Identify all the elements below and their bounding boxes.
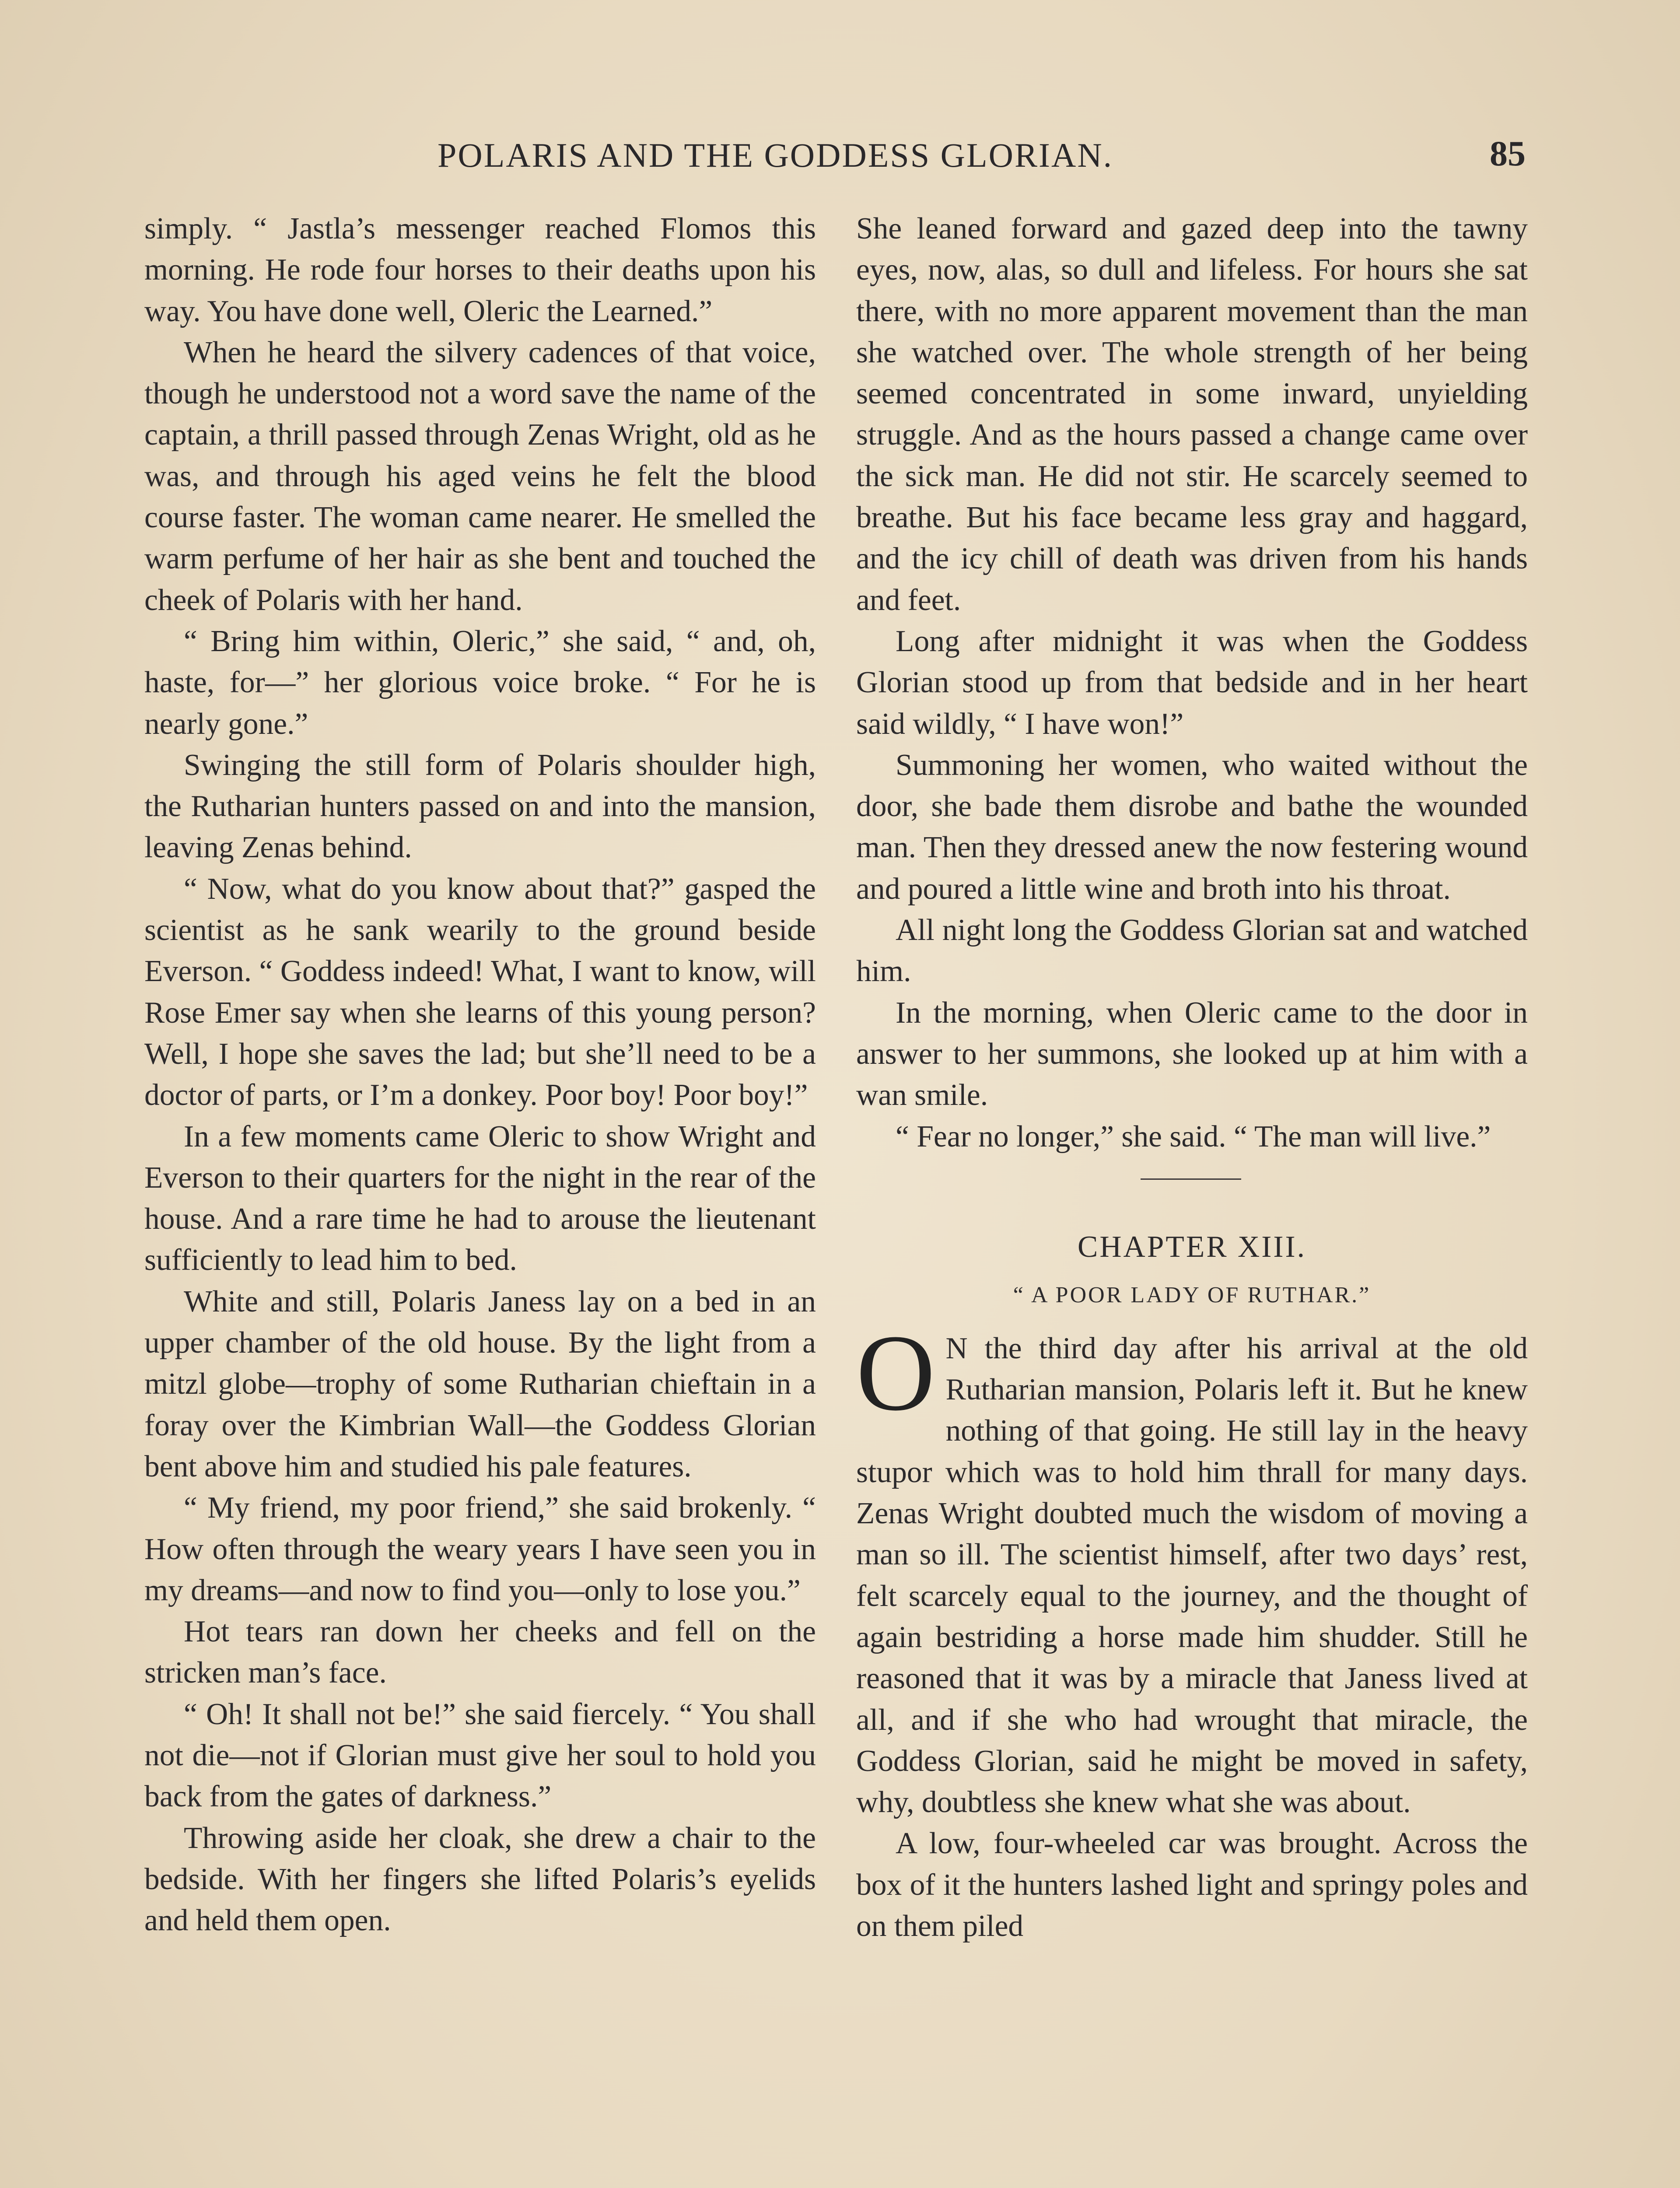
drop-cap: O [856, 1312, 935, 1434]
opening-text: N the third day after his arrival at the old Rutharian mansion, Polaris left it. But he knew nothing of that going. He still lay in the heavy stupor which was to hold him thrall for many days. Zenas Wright doubted much the wisdom of moving a man so ill. The scientist himself, after two days’ rest, felt scarcely equal to the journey, and the thought of again bestriding a horse made him shudder. Still he reasoned that it was by a miracle that Janess lived at all, and if she who had wrought that miracle, the Goddess Glorian, said he might be moved in safety, why, doubtless she knew what she was about. [856, 1331, 1528, 1820]
chapter-title: CHAPTER XIII. [1077, 1230, 1307, 1264]
paragraph: “ Now, what do you know about that?” gasped the scientist as he sank wearily to the ground beside Everson. “ Goddess indeed! What, I want to know, will Rose Emer say when she learns of this young person? Well, I hope she saves the lad; but she’ll need to be a doctor of parts, or I’m a donkey. Poor boy! Poor boy!” [144, 872, 816, 1112]
running-title: POLARIS AND THE GODDESS GLORIAN. [438, 136, 1113, 174]
paragraph: A low, four-wheeled car was brought. Across the box of it the hunters lashed light and springy poles and on them piled [856, 1827, 1528, 1943]
paragraph: Throwing aside her cloak, she drew a chair to the bedside. With her fingers she lifted Polaris’s eyelids and held them open. [144, 1821, 816, 1938]
paragraph: She leaned forward and gazed deep into the tawny eyes, now, alas, so dull and lifeless. For hours she sat there, with no more apparent movement than the man she watched over. The whole strength of her being seemed concentrated in some inward, unyielding struggle. And as the hours passed a change came over the sick man. He did not stir. He scarcely seemed to breathe. But his face became less gray and haggard, and the icy chill of death was driven from his hands and feet. [856, 212, 1528, 617]
paragraph: “ Oh! It shall not be!” she said fiercely. “ You shall not die—not if Glorian must give her soul to hold you back from the gates of darkness.” [144, 1697, 816, 1814]
page-header [0, 131, 1680, 179]
section-separator [856, 1157, 1528, 1219]
paragraph: simply. “ Jastla’s messenger reached Flomos this morning. He rode four horses to their deaths upon his way. You have done well, Oleric the Learned.” [144, 212, 816, 328]
right-column [856, 208, 1528, 1947]
paragraph: All night long the Goddess Glorian sat and watched him. [856, 913, 1528, 989]
paragraph: In the morning, when Oleric came to the door in answer to her summons, she looked up at him with a wan smile. [856, 996, 1528, 1112]
paragraph: Swinging the still form of Polaris shoulder high, the Rutharian hunters passed on and into the mansion, leaving Zenas behind. [144, 748, 816, 865]
paragraph: White and still, Polaris Janess lay on a bed in an upper chamber of the old house. By the light from a mitzl globe—trophy of some Rutharian chieftain in a foray over the Kimbrian Wall—the Goddess Glorian bent above him and studied his pale features. [144, 1284, 816, 1483]
paragraph: “ Bring him within, Oleric,” she said, “ and, oh, haste, for—” her glorious voice broke. “ For he is nearly gone.” [144, 624, 816, 741]
page-number: 85 [1490, 133, 1526, 173]
paragraph: Hot tears ran down her cheeks and fell on the stricken man’s face. [144, 1615, 816, 1690]
chapter-subtitle: “ A POOR LADY OF RUTHAR.” [1013, 1282, 1371, 1308]
paragraph: In a few moments came Oleric to show Wright and Everson to their quarters for the night in the rear of the house. And a rare time he had to arouse the lieutenant sufficiently to lead him to bed. [144, 1119, 816, 1277]
paragraph: Long after midnight it was when the Goddess Glorian stood up from that bedside and in her heart said wildly, “ I have won!” [856, 624, 1528, 741]
left-column [144, 208, 816, 1941]
paragraph: When he heard the silvery cadences of that voice, though he understood not a word save the name of the captain, a thrill passed through Zenas Wright, old as he was, and through his aged veins he felt the blood course faster. The woman came nearer. He smelled the warm perfume of her hair as she bent and touched the cheek of Polaris with her hand. [144, 335, 816, 617]
paragraph: “ Fear no longer,” she said. “ The man will live.” [896, 1119, 1491, 1154]
chapter-opening-paragraph [856, 1312, 1528, 1823]
paragraph: “ My friend, my poor friend,” she said brokenly. “ How often through the weary years I have seen you in my dreams—and now to find you—only to lose you.” [144, 1491, 816, 1607]
separator-rule [1141, 1178, 1241, 1180]
paragraph: Summoning her women, who waited without the door, she bade them disrobe and bathe the wounded man. Then they dressed anew the now festering wound and poured a little wine and broth into his throat. [856, 748, 1528, 906]
